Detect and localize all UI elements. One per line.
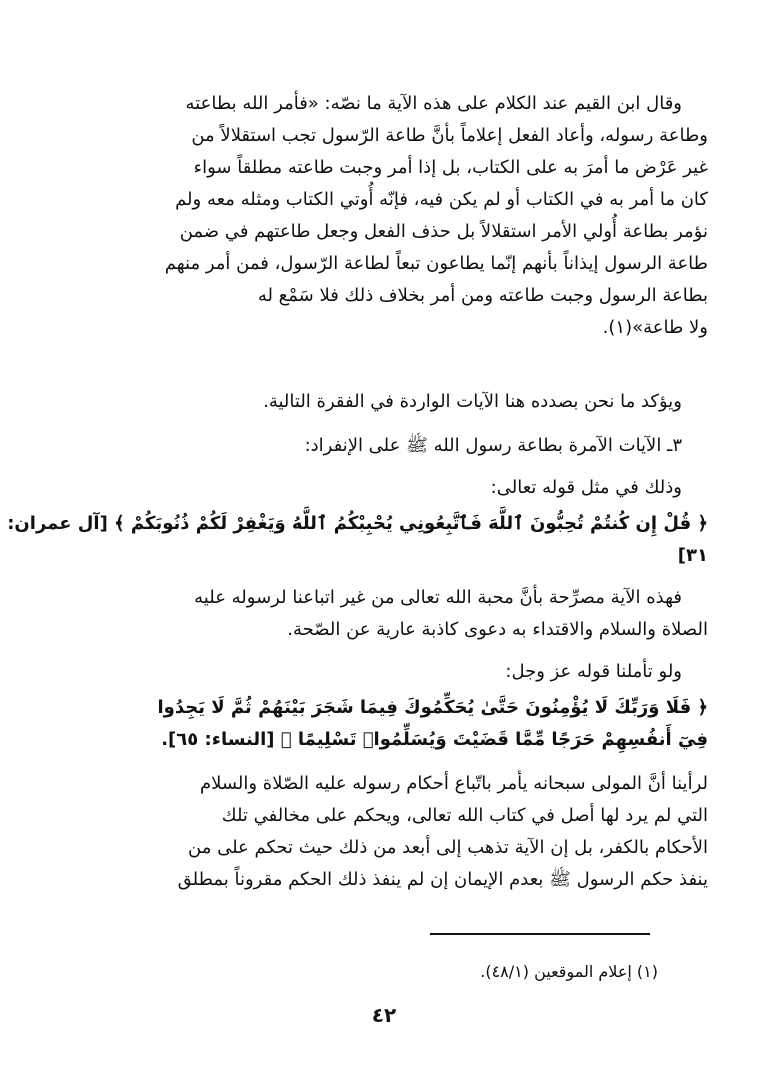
text-line: بطاعة الرسول وجبت طاعته ومن أمر بخلاف ذلك فلا سَمْع له <box>257 285 708 306</box>
text-line: وقال ابن القيم عند الكلام على هذه الآية ما نصّه: «فأمر الله بطاعته <box>185 93 682 114</box>
verse-line: ٣١] <box>677 545 708 566</box>
text-line: وذلك في مثل قوله تعالى: <box>490 477 682 498</box>
verse-intro-paragraph <box>88 472 708 504</box>
section-heading-3 <box>88 430 708 462</box>
footnote <box>258 960 658 984</box>
verse-line: ﴿ فَلَا وَرَبِّكَ لَا يُؤْمِنُونَ حَتَّىٰ يُحَكِّمُوكَ فِيمَا شَجَرَ بَيْنَهُمْ ثُمَّ لَا يَجِدُوا <box>157 697 708 718</box>
text-line: ينفذ حكم الرسول ﷺ بعدم الإيمان إن لم ينفذ ذلك الحكم مقروناً بمطلق <box>177 869 708 890</box>
explanation-paragraph <box>88 582 708 646</box>
section-heading-text: ٣ـ الآيات الآمرة بطاعة رسول الله ﷺ على الإنفراد: <box>304 435 682 456</box>
page-number: ٤٢ <box>371 1003 397 1027</box>
footnote-divider <box>430 933 650 935</box>
text-line: لرأينا أنَّ المولى سبحانه يأمر باتّباع أحكام رسوله عليه الصّلاة والسلام <box>199 773 708 794</box>
text-line: نؤمر بطاعة أُولي الأمر استقلالاً بل حذف الفعل وجعل طاعتهم في ضمن <box>179 221 708 242</box>
confirmation-paragraph <box>88 386 708 418</box>
quran-verse-al-imran <box>7 508 708 572</box>
text-line: وطاعة رسوله، وأعاد الفعل إعلاماً بأنَّ طاعة الرّسول تجب استقلالاً من <box>191 125 708 146</box>
text-line: طاعة الرسول إيذاناً بأنهم إنّما يطاعون تبعاً لطاعة الرّسول، فمن أمر منهم <box>164 253 708 274</box>
verse-line: فِيٓ أَنفُسِهِمْ حَرَجًا مِّمَّا قَضَيْتَ وَيُسَلِّمُوا۟ تَسْلِيمًا ﴾ [النساء: ٦٥]. <box>161 729 708 750</box>
quran-verse-an-nisa <box>88 692 708 756</box>
text-line: الأحكام بالكفر، بل إن الآية تذهب إلى أبعد من ذلك حيث تحكم على من <box>188 837 708 858</box>
footnote-text: (١) إعلام الموقعين (٤٨/١). <box>480 962 658 981</box>
ibn-qayyim-quote-paragraph <box>88 88 708 344</box>
verse-line: ﴿ قُلْ إِن كُنتُمْ تُحِبُّونَ ٱللَّهَ فَٱتَّبِعُونِي يُحْبِبْكُمُ ٱللَّهُ وَيَغْفِرْ لَكُمْ ذُنُوبَكُمْ ﴾ [آل عمران: <box>7 513 708 534</box>
text-line: ويؤكد ما نحن بصدده هنا الآيات الواردة في الفقرة التالية. <box>263 391 682 412</box>
verse-intro-paragraph-2 <box>88 656 708 688</box>
text-line: ولا طاعة»(١). <box>602 317 708 338</box>
text-line: التي لم يرد لها أصل في كتاب الله تعالى، ويحكم على مخالفي تلك <box>221 805 708 826</box>
text-line: ولو تأملنا قوله عز وجل: <box>505 661 682 682</box>
text-line: غير عَرْض ما أمرَ به على الكتاب، بل إذا أمر وجبت طاعته مطلقاً سواء <box>193 157 708 178</box>
text-line: كان ما أمر به في الكتاب أو لم يكن فيه، فإنّه أُوتي الكتاب ومثله معه ولم <box>175 189 708 210</box>
text-line: الصلاة والسلام والاقتداء به دعوى كاذبة عارية عن الصّحة. <box>287 619 708 640</box>
text-line: فهذه الآية مصرِّحة بأنَّ محبة الله تعالى من غير اتباعنا لرسوله عليه <box>194 587 682 608</box>
ruling-paragraph <box>88 768 708 896</box>
